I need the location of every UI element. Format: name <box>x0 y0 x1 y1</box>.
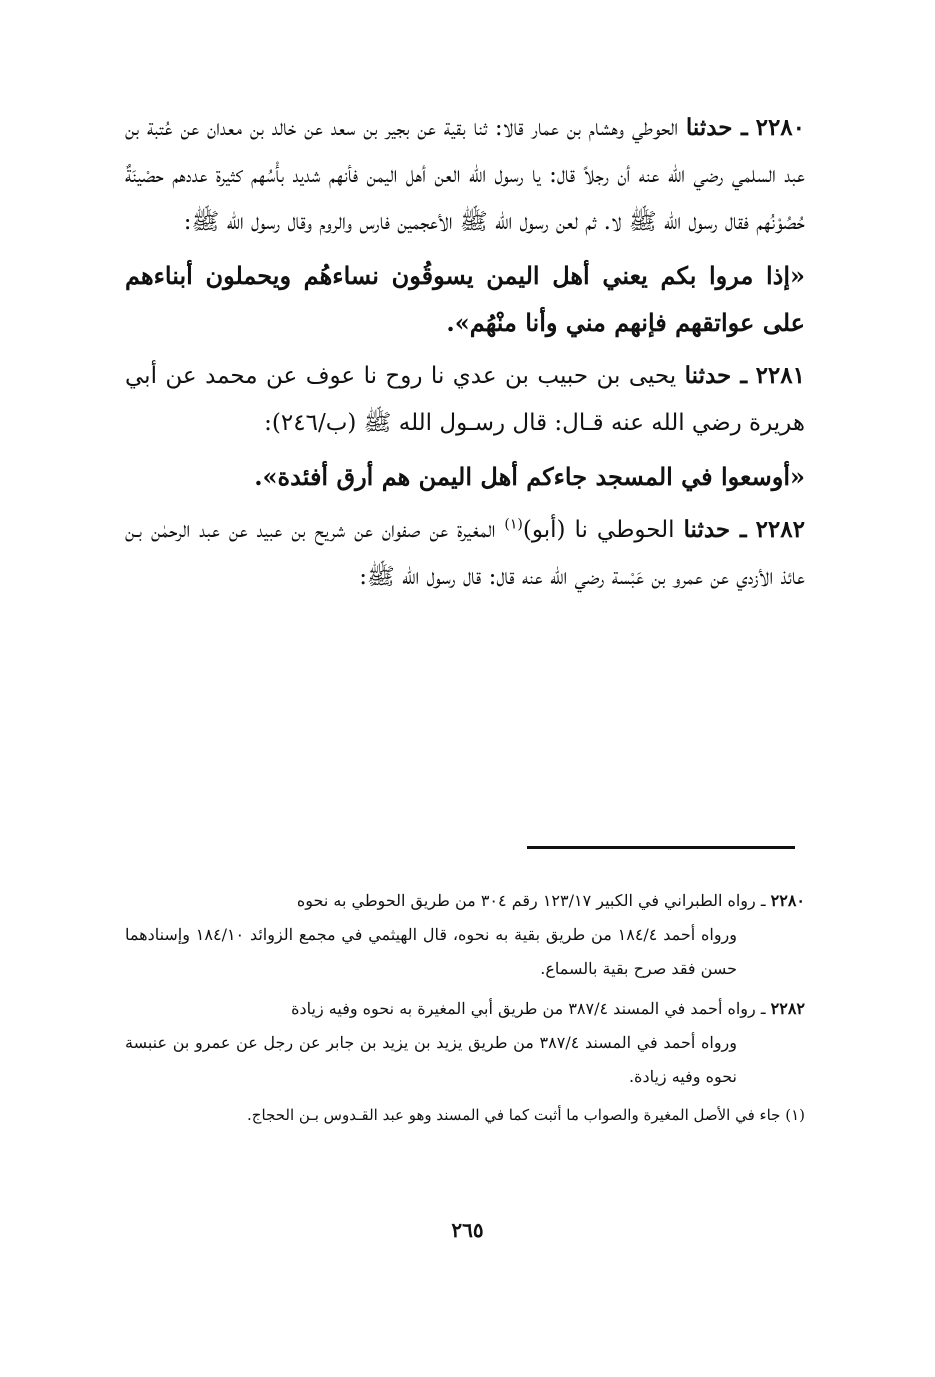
hadith-intro: ـ حدثنا <box>684 362 748 389</box>
main-text <box>125 104 805 607</box>
hadith-text: المغيرة عن صفوان عن شريح بن عبيد عن عبد الرحمٰن بـن عائذ الأزدي عن عمرو بن عَبْسة رضي الله عنه قال: قال رسول الله ﷺ: <box>125 517 805 590</box>
notes-section <box>125 884 805 1136</box>
footnote-marker: (١) <box>504 516 523 533</box>
note-number: ٢٢٨٢ <box>770 999 805 1018</box>
hadith-text: يحيى بن حبيب بن عدي نا روح نا عوف عن محمد عن أبي هريرة رضي الله عنه قـال: قال رسـول الله ﷺ (ب/٢٤٦): <box>125 363 805 436</box>
note-first-line: ـ رواه أحمد في المسند ٣٨٧/٤ من طريق أبي المغيرة به نحوه وفيه زيادة <box>291 999 766 1018</box>
note-2280 <box>125 884 805 986</box>
footnote-separator <box>527 846 795 849</box>
hadith-2280 <box>125 104 805 246</box>
footnote-1: (١) جاء في الأصل المغيرة والصواب ما أثبت كما في المسند وهو عبد القـدوس بـن الحجاج. <box>247 1106 805 1124</box>
hadith-text-before-sup: الحوطي نا (أبو) <box>522 517 675 543</box>
note-continuation: ورواه أحمد في المسند ٣٨٧/٤ من طريق يزيد بن يزيد بن جابر عن رجل عن عمرو بن عنبسة نحوه وفيه زيادة. <box>125 1033 738 1086</box>
note-continuation: ورواه أحمد ١٨٤/٤ من طريق بقية به نحوه، قال الهيثمي في مجمع الزوائد ١٨٤/١٠ وإسنادهما حسن فقد صرح بقية بالسماع. <box>125 925 737 978</box>
hadith-number: ٢٢٨٢ <box>755 516 805 543</box>
hadith-intro: ـ حدثنا <box>683 516 747 543</box>
hadith-quote: «أوسعوا في المسجد جاءكم أهل اليمن هم أرق أفئدة». <box>254 462 805 491</box>
hadith-intro: ـ حدثنا <box>685 114 748 141</box>
hadith-2282 <box>125 506 805 601</box>
hadith-number: ٢٢٨١ <box>755 362 805 389</box>
hadith-quote: «إذا مروا بكم يعني أهل اليمن يسوقُون نساءهُم ويحملون أبناءهم على عواتقهم فإنهم مني وأنا منْهُم». <box>125 261 806 337</box>
hadith-number: ٢٢٨٠ <box>755 114 806 141</box>
hadith-2281 <box>125 352 805 447</box>
note-first-line: ـ رواه الطبراني في الكبير ١٢٣/١٧ رقم ٣٠٤ من طريق الحوطي به نحوه <box>296 891 766 910</box>
note-number: ٢٢٨٠ <box>770 891 805 910</box>
hadith-text: الحوطي وهشام بن عمار قالا: ثنا بقية عن بجير بن سعد عن خالد بن معدان عن عُتبة بن عبد السلمي رضي الله عنه أن رجلاً قال: يا رسول الله العن أهل اليمن فأنهم شديد بأْسُهم كثيرة عددهم حصْينَةٌ حُصُوْنُهم فقال رسول الله ﷺ لا. ثم لعن رسول الله ﷺ الأعجمين فارس والروم وقال رسول الله ﷺ: <box>125 115 805 235</box>
note-2282 <box>125 992 805 1094</box>
page-number: ٢٦٥ <box>451 1218 484 1242</box>
